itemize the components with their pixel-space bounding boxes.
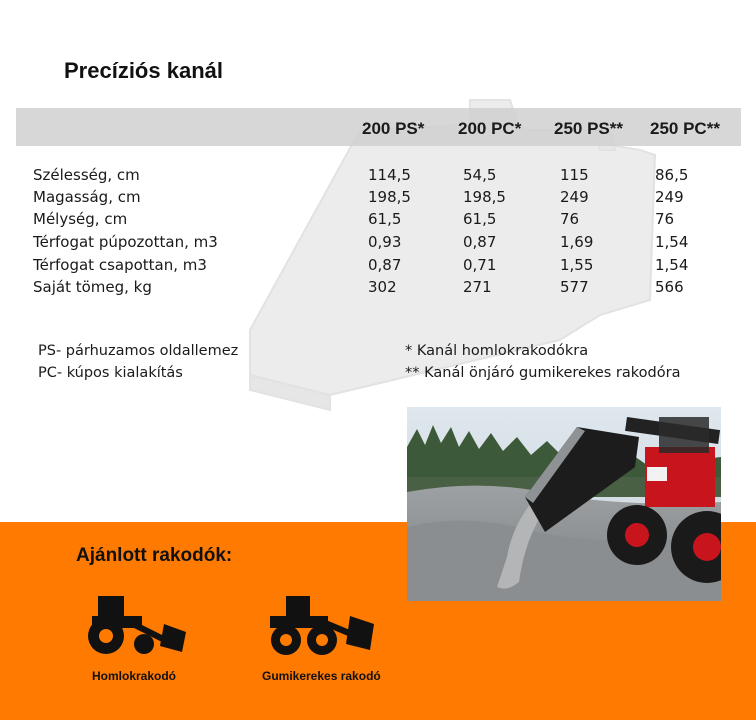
table-cell: 1,54 (655, 233, 689, 251)
table-cell: 271 (463, 278, 492, 296)
table-cell: 302 (368, 278, 397, 296)
column-header: 200 PC* (458, 119, 522, 138)
table-cell: 1,55 (560, 256, 594, 274)
row-label: Saját tömeg, kg (33, 278, 152, 296)
table-cell: 0,93 (368, 233, 402, 251)
table-cell: 76 (655, 210, 675, 228)
table-cell: 577 (560, 278, 589, 296)
table-cell: 115 (560, 166, 589, 184)
table-cell: 54,5 (463, 166, 497, 184)
table-cell: 198,5 (463, 188, 506, 206)
page-title: Precíziós kanál (64, 58, 223, 83)
table-cell: 1,54 (655, 256, 689, 274)
table-cell: 566 (655, 278, 684, 296)
table-cell: 198,5 (368, 188, 411, 206)
table-cell: 249 (560, 188, 589, 206)
table-cell: 114,5 (368, 166, 411, 184)
row-label: Magasság, cm (33, 188, 141, 206)
recommended-title: Ajánlott rakodók: (76, 545, 233, 566)
column-header: 200 PS* (362, 119, 425, 138)
note-front-loader: * Kanál homlokrakodókra (405, 343, 589, 359)
loader-label-wheel: Gumikerekes rakodó (262, 669, 381, 683)
row-label: Szélesség, cm (33, 166, 140, 184)
table-cell: 61,5 (368, 210, 402, 228)
table-cell: 0,87 (463, 233, 497, 251)
table-cell: 61,5 (463, 210, 497, 228)
table-cell: 76 (560, 210, 580, 228)
note-wheel-loader: ** Kanál önjáró gumikerekes rakodóra (405, 365, 681, 381)
table-cell: 1,69 (560, 233, 594, 251)
note-ps: PS- párhuzamos oldallemez (38, 343, 239, 359)
row-label: Térfogat csapottan, m3 (33, 256, 207, 274)
table-cell: 0,71 (463, 256, 497, 274)
wheel-loader-icon (266, 594, 378, 656)
note-pc: PC- kúpos kialakítás (38, 365, 183, 381)
tractor-photo (407, 407, 721, 601)
row-label: Térfogat púpozottan, m3 (33, 233, 218, 251)
front-loader-icon (86, 594, 194, 656)
row-label: Mélység, cm (33, 210, 128, 228)
table-cell: 86,5 (655, 166, 689, 184)
loader-label-front: Homlokrakodó (92, 669, 177, 683)
table-cell: 249 (655, 188, 684, 206)
column-header: 250 PS** (554, 119, 623, 138)
table-cell: 0,87 (368, 256, 402, 274)
column-header: 250 PC** (650, 119, 720, 138)
